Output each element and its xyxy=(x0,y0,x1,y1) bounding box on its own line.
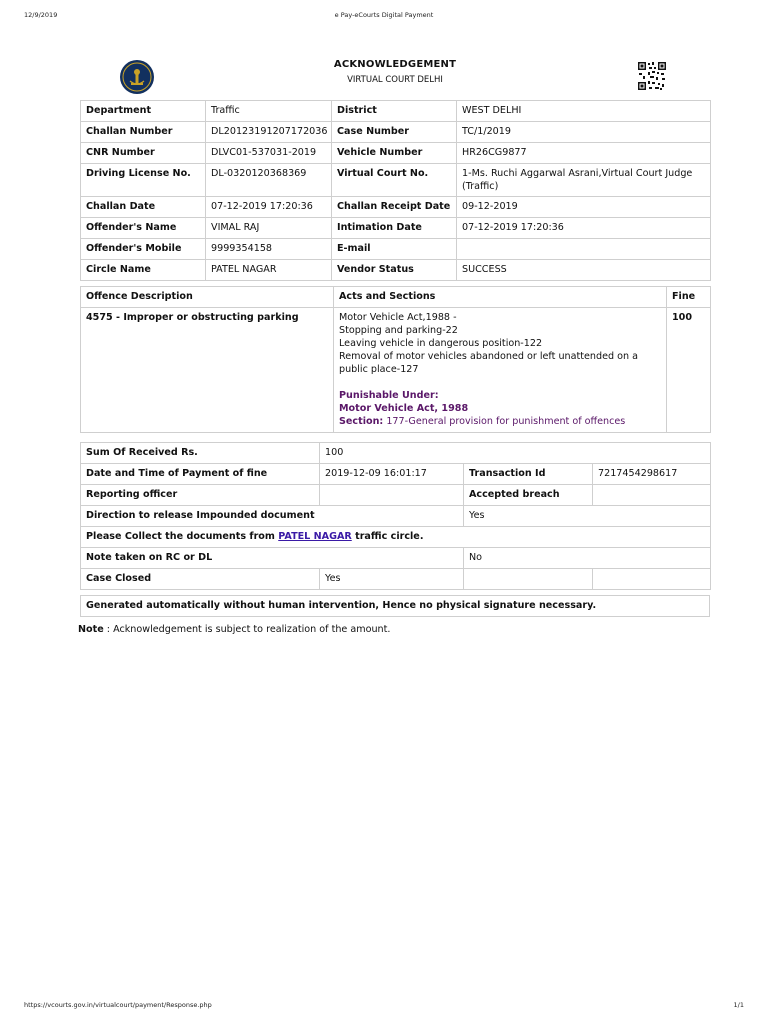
act-line: Stopping and parking-22 xyxy=(339,325,458,336)
details-value: 1-Ms. Ruchi Aggarwal Asrani,Virtual Court Judge (Traffic) xyxy=(457,164,711,197)
act-line: Removal of motor vehicles abandoned or left unattended on a public place-127 xyxy=(339,351,638,375)
acknowledgement-note xyxy=(78,624,390,635)
details-label: Vendor Status xyxy=(332,260,457,281)
offence-table xyxy=(80,286,711,433)
punishable-act: Motor Vehicle Act, 1988 xyxy=(339,403,469,414)
acknowledgement-title: ACKNOWLEDGEMENT xyxy=(333,59,457,70)
details-value: 07-12-2019 17:20:36 xyxy=(457,218,711,239)
transaction-id-label: Transaction Id xyxy=(464,464,593,485)
details-value: VIMAL RAJ xyxy=(206,218,332,239)
acts-lines xyxy=(339,311,661,376)
details-value: PATEL NAGAR xyxy=(206,260,332,281)
details-label: Driving License No. xyxy=(81,164,206,197)
print-url: https://vcourts.gov.in/virtualcourt/payment/Response.php xyxy=(24,1001,212,1009)
generated-row xyxy=(81,596,710,617)
payment-table xyxy=(80,442,711,590)
collect-prefix: Please Collect the documents from xyxy=(86,531,275,542)
details-value: 09-12-2019 xyxy=(457,197,711,218)
print-page-number: 1/1 xyxy=(733,1001,744,1009)
note-label: Note xyxy=(78,624,104,635)
details-label: Department xyxy=(81,101,206,122)
direction-value: Yes xyxy=(464,506,711,527)
sum-value: 100 xyxy=(320,443,711,464)
details-value: TC/1/2019 xyxy=(457,122,711,143)
details-label: CNR Number xyxy=(81,143,206,164)
print-title: e Pay-eCourts Digital Payment xyxy=(334,11,434,19)
generated-table xyxy=(80,595,710,617)
transaction-id-value: 7217454298617 xyxy=(593,464,711,485)
act-line: Motor Vehicle Act,1988 - xyxy=(339,312,457,323)
offence-description-header: Offence Description xyxy=(81,287,334,308)
details-value: SUCCESS xyxy=(457,260,711,281)
direction-row xyxy=(81,506,711,527)
section-label: Section: xyxy=(339,416,384,427)
details-label: Virtual Court No. xyxy=(332,164,457,197)
sum-label: Sum Of Received Rs. xyxy=(81,443,320,464)
offence-header-row xyxy=(81,287,711,308)
details-label: District xyxy=(332,101,457,122)
note-rc-value: No xyxy=(464,548,711,569)
empty-cell xyxy=(464,569,593,590)
case-closed-label: Case Closed xyxy=(81,569,320,590)
reporting-officer-value xyxy=(320,485,464,506)
collect-suffix: traffic circle. xyxy=(355,531,424,542)
accepted-breach-value xyxy=(593,485,711,506)
details-value: Traffic xyxy=(206,101,332,122)
details-value: HR26CG9877 xyxy=(457,143,711,164)
details-row xyxy=(81,239,711,260)
details-label: Challan Number xyxy=(81,122,206,143)
fine-header: Fine xyxy=(667,287,711,308)
details-row xyxy=(81,197,711,218)
details-value: DL20123191207172036 xyxy=(206,122,332,143)
details-value: WEST DELHI xyxy=(457,101,711,122)
acts-sections-header: Acts and Sections xyxy=(334,287,667,308)
collect-row xyxy=(81,527,711,548)
note-rc-row xyxy=(81,548,711,569)
details-label: E-mail xyxy=(332,239,457,260)
fine-amount: 100 xyxy=(667,308,711,433)
details-label: Challan Receipt Date xyxy=(332,197,457,218)
details-label: Offender's Name xyxy=(81,218,206,239)
details-value: 07-12-2019 17:20:36 xyxy=(206,197,332,218)
case-closed-row xyxy=(81,569,711,590)
details-value xyxy=(457,239,711,260)
note-text: : Acknowledgement is subject to realization of the amount. xyxy=(106,624,391,635)
details-label: Challan Date xyxy=(81,197,206,218)
empty-cell xyxy=(593,569,711,590)
details-label: Circle Name xyxy=(81,260,206,281)
acts-sections xyxy=(334,308,667,433)
note-rc-label: Note taken on RC or DL xyxy=(81,548,464,569)
punishable-label: Punishable Under: xyxy=(339,390,439,401)
details-value: DL-0320120368369 xyxy=(206,164,332,197)
payment-datetime-row xyxy=(81,464,711,485)
offence-description: 4575 - Improper or obstructing parking xyxy=(81,308,334,433)
details-row xyxy=(81,143,711,164)
details-row xyxy=(81,260,711,281)
details-row xyxy=(81,101,711,122)
qr-code-icon xyxy=(637,61,667,91)
reporting-row xyxy=(81,485,711,506)
details-label: Offender's Mobile xyxy=(81,239,206,260)
sum-row xyxy=(81,443,711,464)
print-date: 12/9/2019 xyxy=(24,11,58,19)
section-text: 177-General provision for punishment of offences xyxy=(386,416,626,427)
details-row xyxy=(81,122,711,143)
act-line: Leaving vehicle in dangerous position-122 xyxy=(339,338,543,349)
reporting-officer-label: Reporting officer xyxy=(81,485,320,506)
print-header xyxy=(0,11,768,21)
datetime-label: Date and Time of Payment of fine xyxy=(81,464,320,485)
generated-notice: Generated automatically without human intervention, Hence no physical signature necessary. xyxy=(81,596,710,617)
details-row xyxy=(81,164,711,197)
acknowledgement-header xyxy=(80,56,710,96)
details-label: Intimation Date xyxy=(332,218,457,239)
details-value: 9999354158 xyxy=(206,239,332,260)
collect-documents xyxy=(81,527,711,548)
datetime-value: 2019-12-09 16:01:17 xyxy=(320,464,464,485)
challan-details-table xyxy=(80,100,711,281)
accepted-breach-label: Accepted breach xyxy=(464,485,593,506)
direction-label: Direction to release Impounded document xyxy=(81,506,464,527)
details-label: Vehicle Number xyxy=(332,143,457,164)
patel-nagar-link[interactable]: PATEL NAGAR xyxy=(278,531,352,542)
details-value: DLVC01-537031-2019 xyxy=(206,143,332,164)
details-label: Case Number xyxy=(332,122,457,143)
offence-row xyxy=(81,308,711,433)
case-closed-value: Yes xyxy=(320,569,464,590)
details-row xyxy=(81,218,711,239)
acknowledgement-subtitle: VIRTUAL COURT DELHI xyxy=(347,75,443,85)
